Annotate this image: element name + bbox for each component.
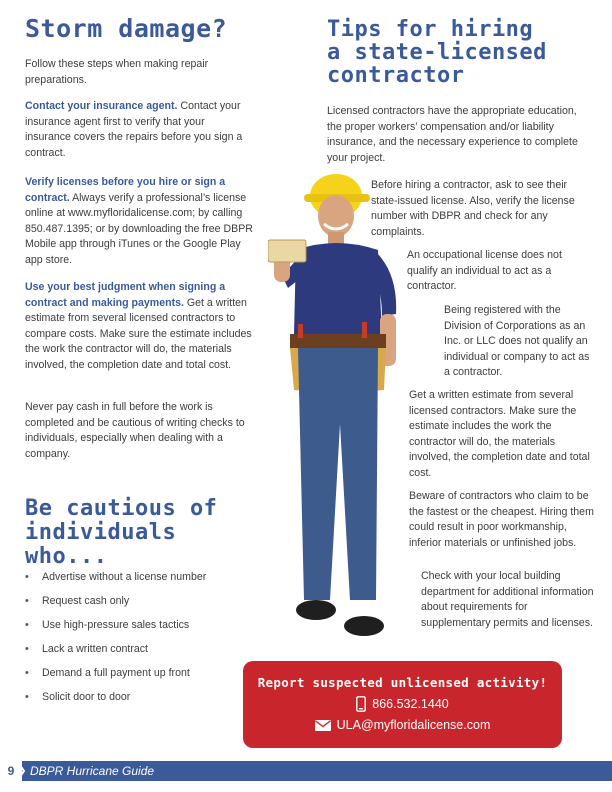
tips-heading xyxy=(327,18,587,87)
tips-intro-text: Licensed contractors have the appropriate education, the proper workers’ compensation and/or liability insurance, and the necessary experience to complete your project. xyxy=(327,105,578,164)
page-footer xyxy=(0,761,612,781)
verify-licenses-lead: Verify licenses before you hire or sign a contract. xyxy=(25,176,226,204)
license-card-icon xyxy=(268,240,306,262)
footer-title: DBPR Hurricane Guide xyxy=(30,764,155,778)
verify-licenses-paragraph xyxy=(25,175,253,268)
be-cautious-heading-line2: individuals who... xyxy=(25,520,177,569)
be-cautious-heading-line1: Be cautious of xyxy=(25,496,218,521)
list-item: • Request cash only xyxy=(25,594,245,618)
contractor-illustration xyxy=(268,164,430,650)
tips-heading-line3: contractor xyxy=(327,63,465,88)
insurance-agent-paragraph xyxy=(25,99,250,161)
list-item: • Solicit door to door xyxy=(25,690,245,714)
insurance-agent-lead: Contact your insurance agent. xyxy=(25,100,178,112)
report-title: Report suspected unlicensed activity! xyxy=(257,675,548,690)
page-number: 9 xyxy=(0,761,22,781)
list-item: • Lack a written contract xyxy=(25,642,245,666)
email-envelope-icon xyxy=(315,720,331,731)
mobile-phone-icon xyxy=(356,696,366,712)
verify-licenses-body: Always verify a professional’s license online at www.myfloridalicense.com; by calling 850.487.1395; or by downloading the free DBPR Mobile app through iTunes or the Google Play app store. xyxy=(25,191,253,266)
report-banner xyxy=(243,661,562,748)
tip-paragraph: Get a written estimate from several licensed contractors. Make sure the estimate includes the work the contractor will do, the materials involved, the completion date and total cost. xyxy=(409,389,590,479)
list-item: • Advertise without a license number xyxy=(25,570,245,594)
tip-paragraph: Check with your local building department for additional information about requirements for supplementary permits and licenses. xyxy=(421,570,594,629)
report-phone[interactable]: 866.532.1440 xyxy=(372,697,449,711)
tips-heading-line1: Tips for hiring xyxy=(327,17,534,42)
insurance-agent-body: Contact your insurance agent first to verify that your insurance covers the repairs before you sign a contract. xyxy=(25,100,243,159)
best-judgment-paragraph xyxy=(25,280,253,373)
be-cautious-heading xyxy=(25,497,265,569)
cash-warning-paragraph: Never pay cash in full before the work is completed and be cautious of writing checks to individuals, especially when dealing with a company. xyxy=(25,401,245,460)
tip-paragraph: Being registered with the Division of Corporations as an Inc. or LLC does not qualify an individual or company to act as a contractor. xyxy=(444,304,590,378)
caution-list xyxy=(25,570,245,714)
list-item: • Demand a full payment up front xyxy=(25,666,245,690)
tips-heading-line2: a state-licensed xyxy=(327,40,547,65)
report-email[interactable]: ULA@myfloridalicense.com xyxy=(336,718,491,732)
tip-paragraph: An occupational license does not qualify an individual to act as a contractor. xyxy=(407,249,562,292)
list-item: • Use high-pressure sales tactics xyxy=(25,618,245,642)
tip-paragraph: Beware of contractors who claim to be the fastest or the cheapest. Hiring them could result in poor workmanship, inferior materials or unfinished jobs. xyxy=(409,490,594,549)
best-judgment-body: Get a written estimate from several licensed contractors to compare costs. Make sure the estimate includes the work the contractor will do, the materials involved, the completion date and total cost. xyxy=(25,296,252,371)
tip-paragraph: Before hiring a contractor, ask to see their state-issued license. Also, verify the license number with DBPR and check for any complaints. xyxy=(371,179,575,238)
email-row xyxy=(243,718,562,732)
storm-intro-text: Follow these steps when making repair preparations. xyxy=(25,58,209,86)
storm-damage-heading: Storm damage? xyxy=(25,14,228,43)
best-judgment-lead: Use your best judgment when signing a contract and making payments. xyxy=(25,281,226,309)
phone-row xyxy=(243,696,562,712)
chevron-right-icon xyxy=(14,761,28,781)
